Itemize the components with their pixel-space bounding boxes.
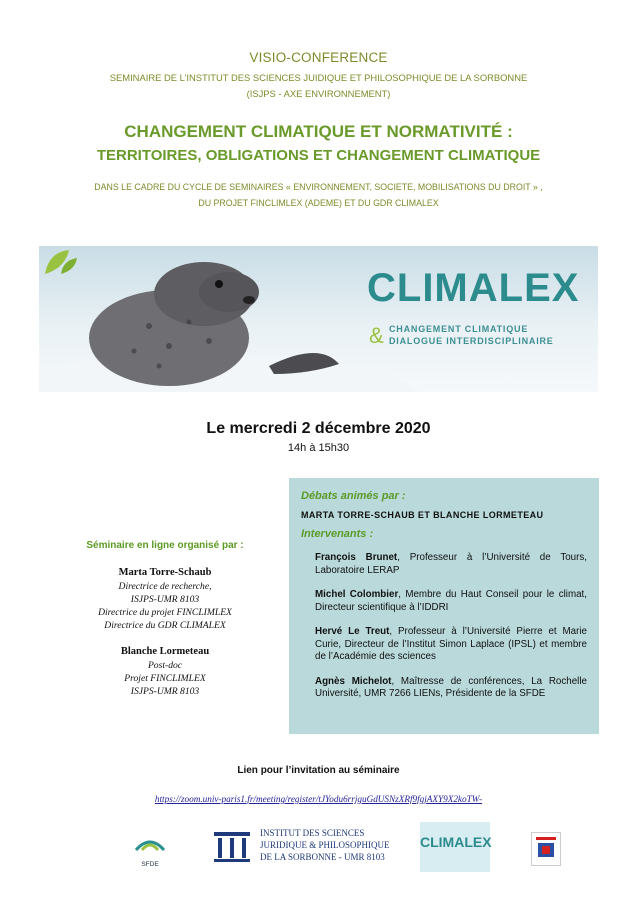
speaker-description: , Professeur à l’Université Pierre et Marie Curie, Directeur de l’Institut Simon Laplace (IPSL) et membre de l’Académie des sciences: [315, 626, 587, 662]
speaker-entry: [301, 552, 587, 577]
speaker-entry: [301, 676, 587, 701]
speaker-entry: [301, 589, 587, 614]
ademe-emblem-icon: [532, 833, 560, 865]
organizers-section: [40, 540, 290, 712]
speaker-entry: [301, 626, 587, 664]
isjps-line-3: DE LA SORBONNE - UMR 8103: [260, 852, 385, 862]
climalex-logo-text: CLIMALEX: [367, 266, 580, 310]
organizer-role: Post-doc: [147, 660, 183, 671]
speaker-name: Michel Colombier: [315, 589, 399, 600]
organizer-name: Marta Torre-Schaub: [118, 567, 212, 578]
isjps-logo: [210, 826, 410, 870]
isjps-line-2: JURIDIQUE & PHILOSOPHIQUE: [260, 840, 390, 850]
debates-label: Débats animés par :: [301, 490, 406, 502]
invitation-link[interactable]: https://zoom.univ-paris1.fr/meeting/register/tJYodu6rrjguGdUSNzXRf9fgjAXY9X2koTW-: [154, 794, 483, 804]
intervenants-label: Intervenants :: [301, 528, 374, 540]
leaf-icon: [39, 246, 79, 276]
ademe-logo: [531, 832, 561, 866]
event-time: 14h à 15h30: [287, 442, 350, 454]
speaker-description: , Maîtresse de conférences, La Rochelle Université, UMR 7266 LIENs, Présidente de la SFDE: [315, 675, 587, 699]
sfde-logo: [130, 832, 170, 872]
banner-image: [39, 246, 598, 392]
speaker-name: Agnès Michelot: [315, 675, 392, 687]
organizers-heading: Séminaire en ligne organisé par :: [86, 540, 244, 551]
isjps-line-1: INSTITUT DES SCIENCES: [260, 828, 365, 838]
title-line-1: CHANGEMENT CLIMATIQUE ET NORMATIVITÉ :: [124, 122, 513, 141]
organizer-role: Directrice de recherche,: [118, 581, 212, 592]
header-institute-line: SEMINAIRE DE L’INSTITUT DES SCIENCES JUIDIQUE ET PHILOSOPHIQUE DE LA SORBONNE: [109, 72, 528, 83]
organizer-role: ISJPS-UMR 8103: [130, 686, 200, 697]
climalex-subtitle-2: DIALOGUE INTERDISCIPLINAIRE: [389, 336, 554, 346]
speakers-panel: [289, 478, 599, 734]
speaker-name: François Brunet: [315, 552, 398, 563]
organizer-role: Projet FINCLIMLEX: [124, 673, 206, 684]
sfde-label: SFDE: [141, 861, 159, 868]
title-line-2: TERRITOIRES, OBLIGATIONS ET CHANGEMENT CLIMATIQUE: [96, 147, 541, 164]
speaker-name: Hervé Le Treut: [315, 626, 390, 637]
event-date: Le mercredi 2 décembre 2020: [206, 420, 431, 437]
climalex-small-text: CLIMALEX: [420, 834, 492, 850]
organizer-role: Directrice du projet FINCLIMLEX: [98, 607, 232, 618]
organizer-entry: [40, 646, 290, 698]
climalex-small-logo: [420, 822, 490, 872]
cycle-line-1: DANS LE CADRE DU CYCLE DE SEMINAIRES « ENVIRONNEMENT, SOCIETE, MOBILISATIONS DU DROIT » ,: [94, 182, 543, 192]
sfde-emblem-icon: [130, 832, 170, 854]
organizer-entry: [40, 567, 290, 632]
organizer-role: Directrice du GDR CLIMALEX: [104, 620, 226, 631]
organizer-role: ISJPS-UMR 8103: [130, 594, 200, 605]
climalex-subtitle-1: CHANGEMENT CLIMATIQUE: [389, 324, 529, 334]
invitation-label: Lien pour l’invitation au séminaire: [237, 765, 400, 776]
speaker-description: , Professeur à l’Université de Tours, Laboratoire LERAP: [315, 552, 588, 576]
header-axis-line: (ISJPS - AXE ENVIRONNEMENT): [246, 88, 391, 99]
pillars-icon: [210, 826, 254, 866]
cycle-line-2: DU PROJET FINCLIMLEX (ADEME) ET DU GDR CLIMALEX: [198, 198, 439, 208]
speaker-description: , Membre du Haut Conseil pour le climat, Directeur scientifique à l’IDDRI: [315, 589, 587, 613]
organizer-name: Blanche Lormeteau: [120, 646, 210, 657]
climalex-ampersand: &: [369, 323, 384, 348]
footer-logos: [0, 822, 637, 882]
moderators-names: MARTA TORRE-SCHAUB ET BLANCHE LORMETEAU: [301, 510, 544, 520]
header-kicker: VISIO-CONFERENCE: [249, 50, 388, 65]
